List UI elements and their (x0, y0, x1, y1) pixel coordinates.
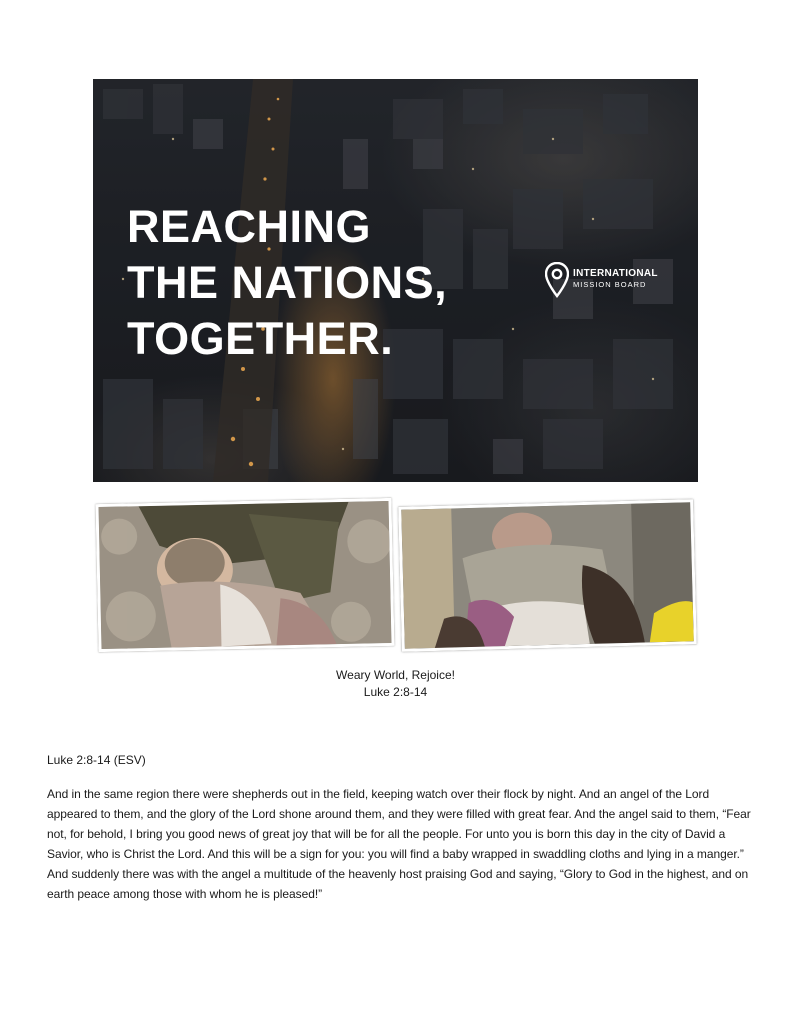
mission-banner (93, 79, 698, 482)
caption-title: Weary World, Rejoice! (336, 668, 455, 682)
imb-logo (545, 262, 665, 302)
caption-reference: Luke 2:8-14 (363, 685, 428, 699)
logo-line-international: INTERNATIONAL (573, 268, 658, 279)
passage-text: And in the same region there were shepherds out in the field, keeping watch over their flock by night. And an angel of the Lord appeared to them, and the glory of the Lord shone around them, and they were filled with great fear. And the angel said to them, “Fear not, for behold, I bring you good news of great joy that will be for all the people. For unto you is born this day in the city of David a Savior, who is Christ the Lord. And this will be a sign for you: you will find a baby wrapped in swaddling cloths and lying in a manger.” And suddenly there was with the angel a multitude of the heavenly host praising God and saying, “Glory to God in the highest, and on earth peace among those with whom he is pleased!” (47, 787, 751, 901)
logo-line-mission-board: MISSION BOARD (573, 280, 647, 289)
photo-baby-rubble (95, 498, 394, 652)
photo-infant-held (398, 499, 697, 652)
location-pin-icon (545, 262, 569, 298)
banner-headline (127, 199, 447, 367)
baby-rubble-image (99, 501, 392, 649)
headline-line-1: REACHING (127, 201, 372, 252)
headline-line-2: THE NATIONS, (127, 257, 448, 308)
headline-line-3: TOGETHER. (127, 313, 394, 364)
infant-held-image (401, 502, 694, 649)
passage-heading: Luke 2:8-14 (ESV) (47, 753, 146, 767)
